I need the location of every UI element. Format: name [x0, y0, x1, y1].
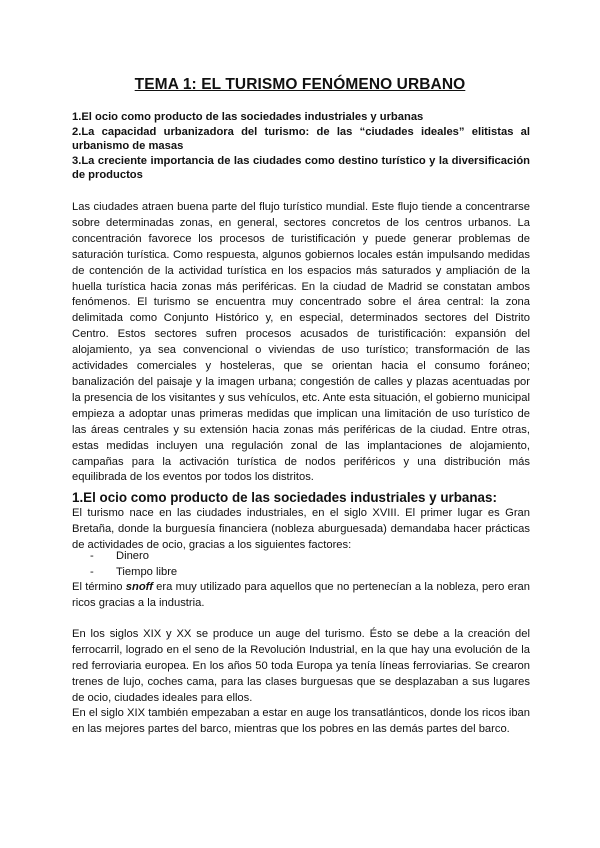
- snoff-paragraph: [72, 580, 530, 612]
- list-item: - Dinero: [90, 548, 177, 564]
- toc-item-2: 2.La capacidad urbanizadora del turismo: de las “ciudades ideales” elitistas al urbanismo de masas: [72, 125, 530, 153]
- list-item: - Tiempo libre: [90, 564, 177, 580]
- snoff-text-after: era muy utilizado para aquellos que no pertenecían a la nobleza, pero eran ricos gracias a la industria.: [72, 581, 530, 609]
- intro-paragraph: Las ciudades atraen buena parte del flujo turístico mundial. Este flujo tiende a concentrarse sobre determinadas zonas, en general, sectores concretos de los centros urbanos. La concentración favorece los procesos de turistificación y puede generar problemas de saturación turística. Como respuesta, algunos gobiernos locales están impulsando medidas de contención de la actividad turística en los espacios más saturados y ampliación de la huella turística hacia zonas más periféricas. En la ciudad de Madrid se constatan ambos fenómenos. El turismo se encuentra muy concentrado sobre el área central: la zona delimitada como Conjunto Histórico y, en especial, determinados sectores del Distrito Centro. Estos sectores sufren procesos acusados de turistificación: expansión del alojamiento, ya sea convencional o viviendas de uso turístico; transformación de las actividades comerciales y hosteleras, que se orientan hacia el consumo foráneo; banalización del paisaje y la imagen urbana; congestión de calles y plazas acentuadas por la presencia de los visitantes y sus vehículos, etc. Ante esta situación, el gobierno municipal empieza a adoptar unas primeras medidas que implican una limitación de uso turístico de las áreas centrales y su extensión hacia zonas más periféricas de la ciudad. Entre otras, estas medidas incluyen una regulación zonal de las implantaciones de alojamiento, campañas para la activación turística de nodos periféricos y una distribución más equilibrada de los eventos por todos los distritos.: [72, 201, 530, 484]
- toc-item-3: 3.La creciente importancia de las ciudades como destino turístico y la diversificación de productos: [72, 154, 530, 182]
- toc-item-1: 1.El ocio como producto de las sociedades industriales y urbanas: [72, 111, 424, 123]
- table-of-contents: [72, 110, 530, 183]
- page-title: TEMA 1: EL TURISMO FENÓMENO URBANO: [134, 76, 466, 93]
- snoff-term: snoff: [125, 581, 153, 593]
- snoff-text-before: El término: [72, 581, 126, 593]
- section-1-paragraph: El turismo nace en las ciudades industriales, en el siglo XVIII. El primer lugar es Gran Bretaña, donde la burguesía financiera (nobleza aburguesada) demandaba hacer prácticas de actividades de ocio, gracias a los siguientes factores:: [72, 507, 530, 551]
- section-1-heading: 1.El ocio como producto de las sociedades industriales y urbanas:: [72, 490, 497, 505]
- transatlantic-paragraph: En el siglo XIX también empezaban a estar en auge los transatlánticos, donde los ricos iban en las mejores partes del barco, mientras que los pobres en las demás partes del barco.: [72, 707, 530, 735]
- railway-paragraph: En los siglos XIX y XX se produce un auge del turismo. Ésto se debe a la creación del ferrocarril, logrado en el seno de la Revolución Industrial, en la que hay una evolución de la red ferroviaria europea. En los años 50 toda Europa ya tenía líneas ferroviarias. Se crearon trenes de lujo, coches cama, para las clases burguesas que se desplazaban a sus lugares de ocio, ciudades ideales para ellos.: [72, 628, 530, 704]
- factors-list: [90, 548, 177, 580]
